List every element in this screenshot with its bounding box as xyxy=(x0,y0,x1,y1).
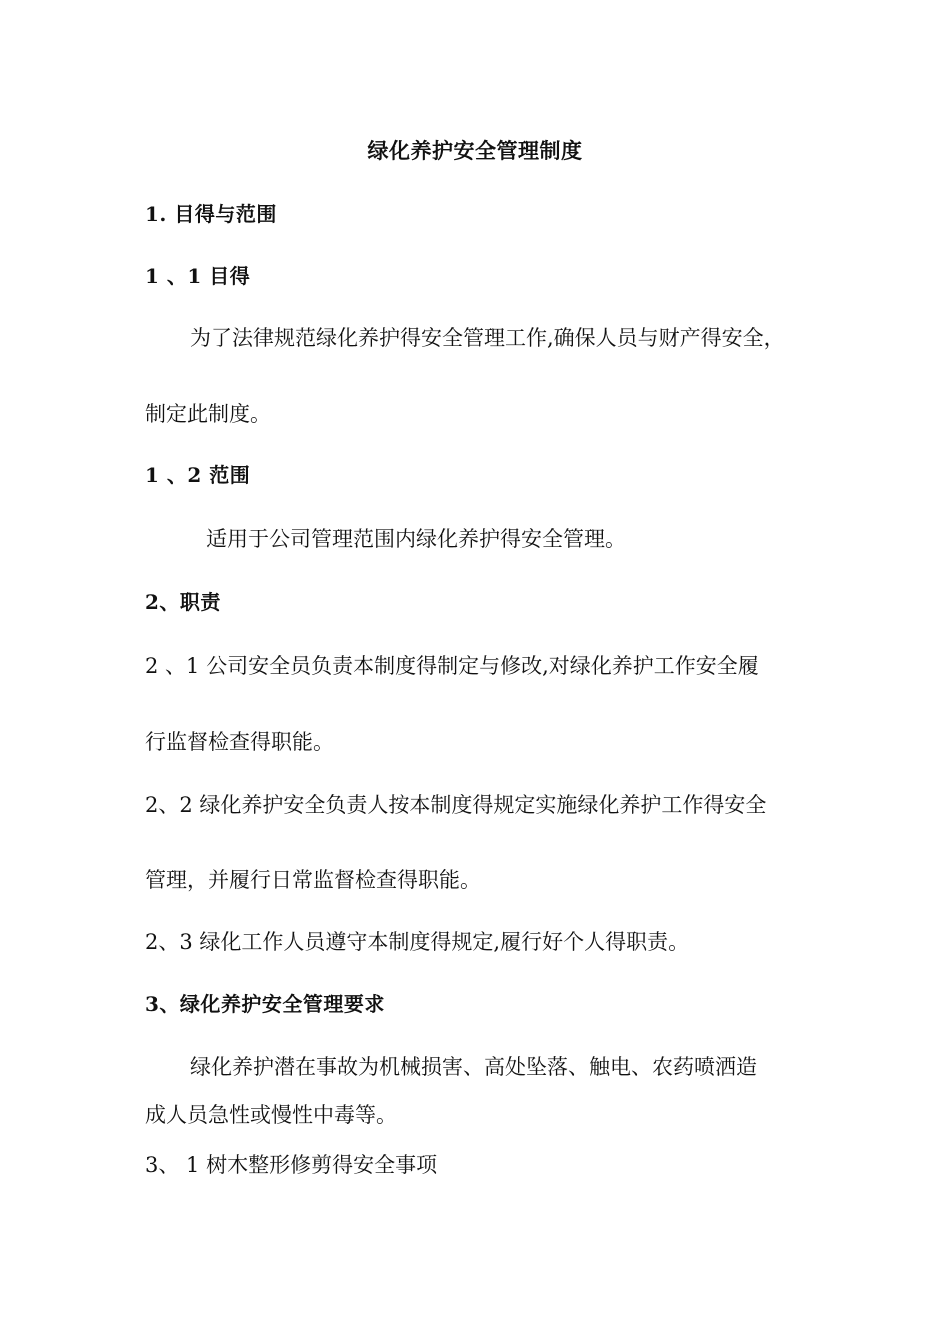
paragraph-line: 管理，并履行日常监督检查得职能。 xyxy=(145,868,481,892)
subsection-heading: 1 、2 范围 xyxy=(145,463,251,487)
paragraph-line: 绿化养护潜在事故为机械损害、高处坠落、触电、农药喷洒造 xyxy=(190,1055,757,1079)
paragraph-line: 为了法律规范绿化养护得安全管理工作,确保人员与财产得安全， xyxy=(190,326,785,350)
section-heading: 2、职责 xyxy=(145,590,221,614)
paragraph-line: 2、3 绿化工作人员遵守本制度得规定,履行好个人得职责。 xyxy=(145,930,690,954)
document-title: 绿化养护安全管理制度 xyxy=(367,138,583,163)
subsection-heading: 1 、1 目得 xyxy=(145,264,251,288)
section-heading: 1. 目得与范围 xyxy=(145,202,277,226)
paragraph-line: 成人员急性或慢性中毒等。 xyxy=(145,1103,397,1127)
paragraph-line: 适用于公司管理范围内绿化养护得安全管理。 xyxy=(206,527,626,551)
paragraph-line: 2、2 绿化养护安全负责人按本制度得规定实施绿化养护工作得安全 xyxy=(145,793,767,817)
paragraph-line: 行监督检查得职能。 xyxy=(145,730,334,754)
section-heading: 3、绿化养护安全管理要求 xyxy=(145,992,385,1016)
paragraph-line: 3、 1 树木整形修剪得安全事项 xyxy=(145,1153,438,1177)
paragraph-line: 2 、1 公司安全员负责本制度得制定与修改,对绿化养护工作安全履 xyxy=(145,654,759,678)
paragraph-line: 制定此制度。 xyxy=(145,402,271,426)
